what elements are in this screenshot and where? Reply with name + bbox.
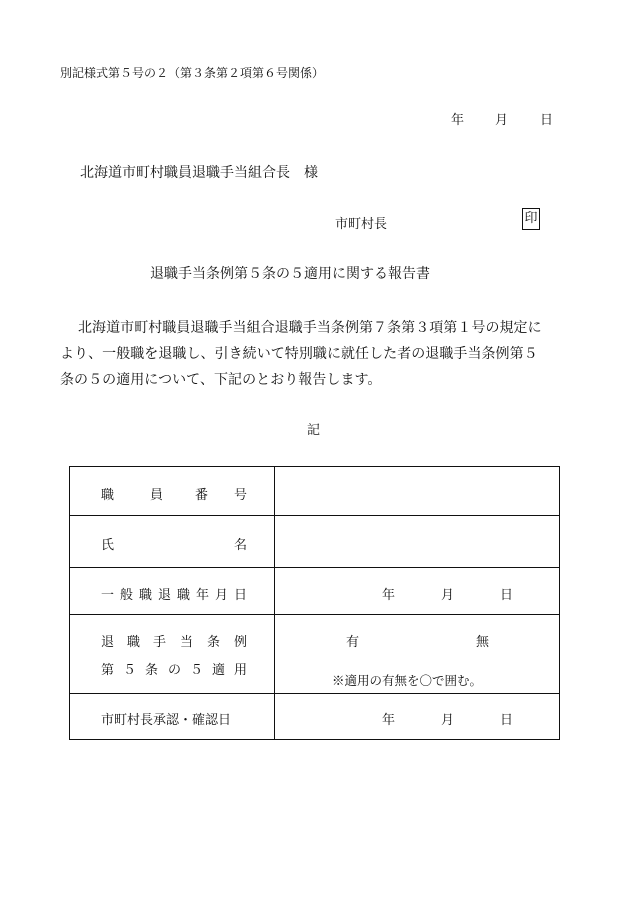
sender-title: 市町村長 [335, 217, 388, 232]
name-field[interactable] [275, 516, 560, 567]
applicability-label-l1-3: 手 [153, 635, 167, 650]
employee-number-field[interactable] [275, 467, 560, 515]
header-date-month: 月 [495, 113, 509, 128]
retirement-date-label-6: 年 [196, 588, 210, 603]
retirement-date-label-1: 一 [101, 588, 115, 603]
body-line-2: より、一般職を退職し、引き続いて特別職に就任した者の退職手当条例第５ [60, 346, 538, 362]
approval-date-month: 月 [441, 713, 455, 728]
applicability-label-l1-2: 職 [127, 635, 141, 650]
applicability-option-no[interactable]: 無 [476, 635, 490, 650]
seal-box: 印 [522, 208, 540, 230]
retirement-date-label-2: 般 [120, 588, 134, 603]
approval-date-day: 日 [500, 713, 514, 728]
employee-number-label-c4: 号 [234, 488, 248, 503]
approval-date-label: 市町村長承認・確認日 [101, 713, 232, 728]
report-table [69, 466, 560, 740]
addressee: 北海道市町村職員退職手当組合長 様 [80, 165, 318, 181]
retirement-date-label-7: 月 [215, 588, 229, 603]
applicability-label-l1-1: 退 [101, 635, 115, 650]
table-row-divider [70, 567, 559, 568]
retirement-date-day: 日 [500, 588, 514, 603]
applicability-note: ※適用の有無を〇で囲む。 [332, 673, 483, 688]
table-row-divider [70, 693, 559, 694]
applicability-label-l2-1: 第 [101, 663, 115, 678]
employee-number-label-c3: 番 [195, 488, 209, 503]
employee-number-label-c2: 員 [150, 488, 164, 503]
approval-date-year: 年 [382, 713, 396, 728]
name-label-c2: 名 [234, 538, 248, 553]
retirement-date-month: 月 [441, 588, 455, 603]
body-line-1: 北海道市町村職員退職手当組合退職手当条例第７条第３項第１号の規定に [78, 320, 542, 336]
document-title: 退職手当条例第５条の５適用に関する報告書 [150, 266, 430, 282]
applicability-label-l2-6: 適 [212, 663, 226, 678]
retirement-date-label-4: 退 [158, 588, 172, 603]
applicability-label-l1-4: 当 [180, 635, 194, 650]
applicability-label-l2-7: 用 [234, 663, 248, 678]
retirement-date-label-3: 職 [139, 588, 153, 603]
body-line-3: 条の５の適用について、下記のとおり報告します。 [60, 372, 382, 388]
retirement-date-label-8: 日 [234, 588, 248, 603]
ki-heading: 記 [307, 423, 321, 438]
name-label-c1: 氏 [101, 538, 115, 553]
applicability-label-l2-2: ５ [123, 663, 137, 678]
table-row-divider [70, 614, 559, 615]
retirement-date-label-5: 職 [177, 588, 191, 603]
form-reference: 別記様式第５号の２（第３条第２項第６号関係） [60, 66, 325, 80]
applicability-label-l2-3: 条 [145, 663, 159, 678]
header-date-day: 日 [540, 113, 554, 128]
applicability-label-l2-5: ５ [190, 663, 204, 678]
header-date-year: 年 [451, 113, 465, 128]
applicability-label-l1-5: 条 [207, 635, 221, 650]
applicability-option-yes[interactable]: 有 [346, 635, 360, 650]
applicability-label-l2-4: の [168, 663, 182, 678]
applicability-label-l1-6: 例 [234, 635, 248, 650]
employee-number-label-c1: 職 [101, 488, 115, 503]
retirement-date-year: 年 [382, 588, 396, 603]
